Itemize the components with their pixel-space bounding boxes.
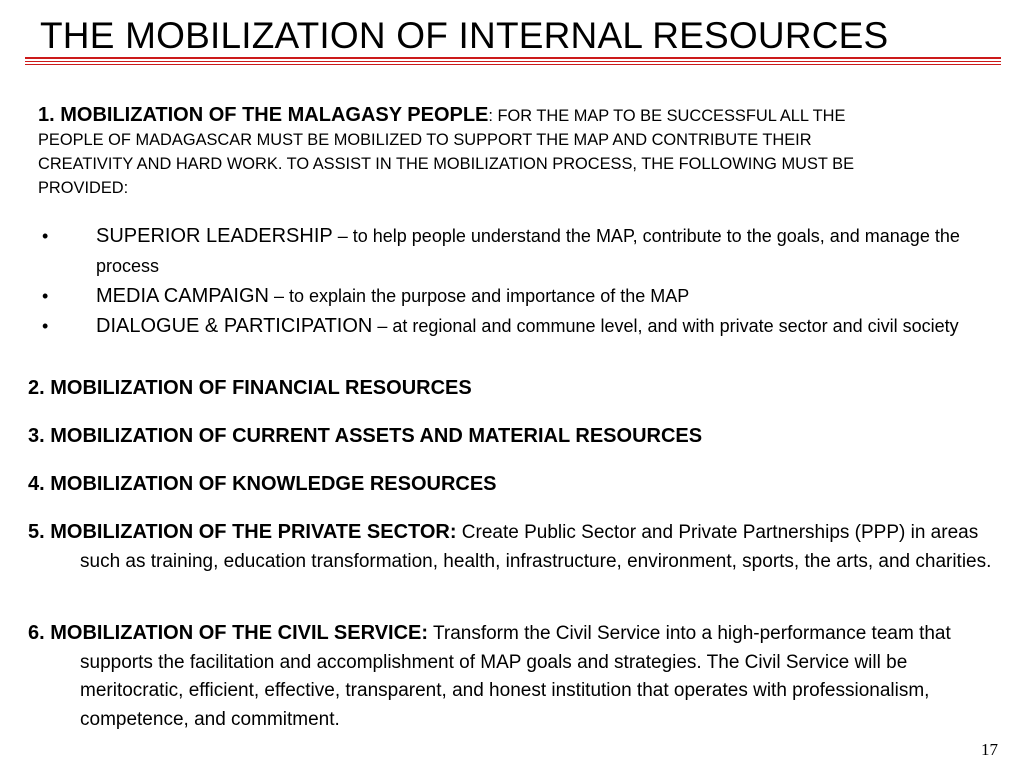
bullet-lead: SUPERIOR LEADERSHIP	[96, 225, 333, 247]
item-5-paragraph	[28, 518, 1010, 576]
item-6-paragraph	[28, 619, 1010, 734]
bullet-marker: •	[42, 226, 49, 246]
item-6-body: Transform the Civil Service into a high-performance team that supports the facilitation and accomplishment of MAP goals and strategies. The Civil Service will be meritocratic, efficient, effective, transparent, and honest institution that operates with professionalism, competence, and commitment.	[80, 623, 951, 730]
bullet-marker: •	[42, 316, 49, 336]
slide-title: THE MOBILIZATION OF INTERNAL RESOURCES	[40, 15, 889, 56]
section-1-heading: 1. MOBILIZATION OF THE MALAGASY PEOPLE	[38, 104, 489, 126]
bullet-list	[38, 222, 988, 342]
item-5-body: Create Public Sector and Private Partnerships (PPP) in areas such as training, education transformation, health, infrastructure, environment, sports, the arts, and charities.	[80, 522, 992, 572]
title-rule-thick	[25, 57, 1001, 59]
bullet-item-leadership	[38, 222, 988, 282]
bullet-text: – at regional and commune level, and with private sector and civil society	[372, 316, 959, 336]
bullet-lead: DIALOGUE & PARTICIPATION	[96, 315, 373, 337]
section-1-paragraph	[38, 103, 888, 200]
title-rule-thin-lower	[25, 64, 1001, 65]
section-1-body: : FOR THE MAP TO BE SUCCESSFUL ALL THE PEOPLE OF MADAGASCAR MUST BE MOBILIZED TO SUPPORT THE MAP AND CONTRIBUTE THEIR CREATIVITY AND HARD WORK. TO ASSIST IN THE MOBILIZATION PROCESS, THE FOLLOWING MUST BE PROVIDED:	[38, 107, 855, 197]
page-number: 17	[981, 740, 998, 759]
bullet-text: – to explain the purpose and importance of the MAP	[269, 286, 690, 306]
bullet-item-media	[38, 282, 988, 312]
title-rule-thin	[25, 61, 1001, 62]
bullet-text: – to help people understand the MAP, contribute to the goals, and manage the process	[96, 226, 960, 276]
bullet-marker: •	[42, 286, 49, 306]
item-3-heading: 3. MOBILIZATION OF CURRENT ASSETS AND MATERIAL RESOURCES	[28, 425, 703, 447]
bullet-item-dialogue	[38, 312, 988, 342]
bullet-lead: MEDIA CAMPAIGN	[96, 285, 269, 307]
item-2-heading: 2. MOBILIZATION OF FINANCIAL RESOURCES	[28, 377, 472, 399]
item-4-heading: 4. MOBILIZATION OF KNOWLEDGE RESOURCES	[28, 473, 497, 495]
item-6-heading: 6. MOBILIZATION OF THE CIVIL SERVICE:	[28, 622, 429, 644]
item-5-heading: 5. MOBILIZATION OF THE PRIVATE SECTOR:	[28, 521, 457, 543]
